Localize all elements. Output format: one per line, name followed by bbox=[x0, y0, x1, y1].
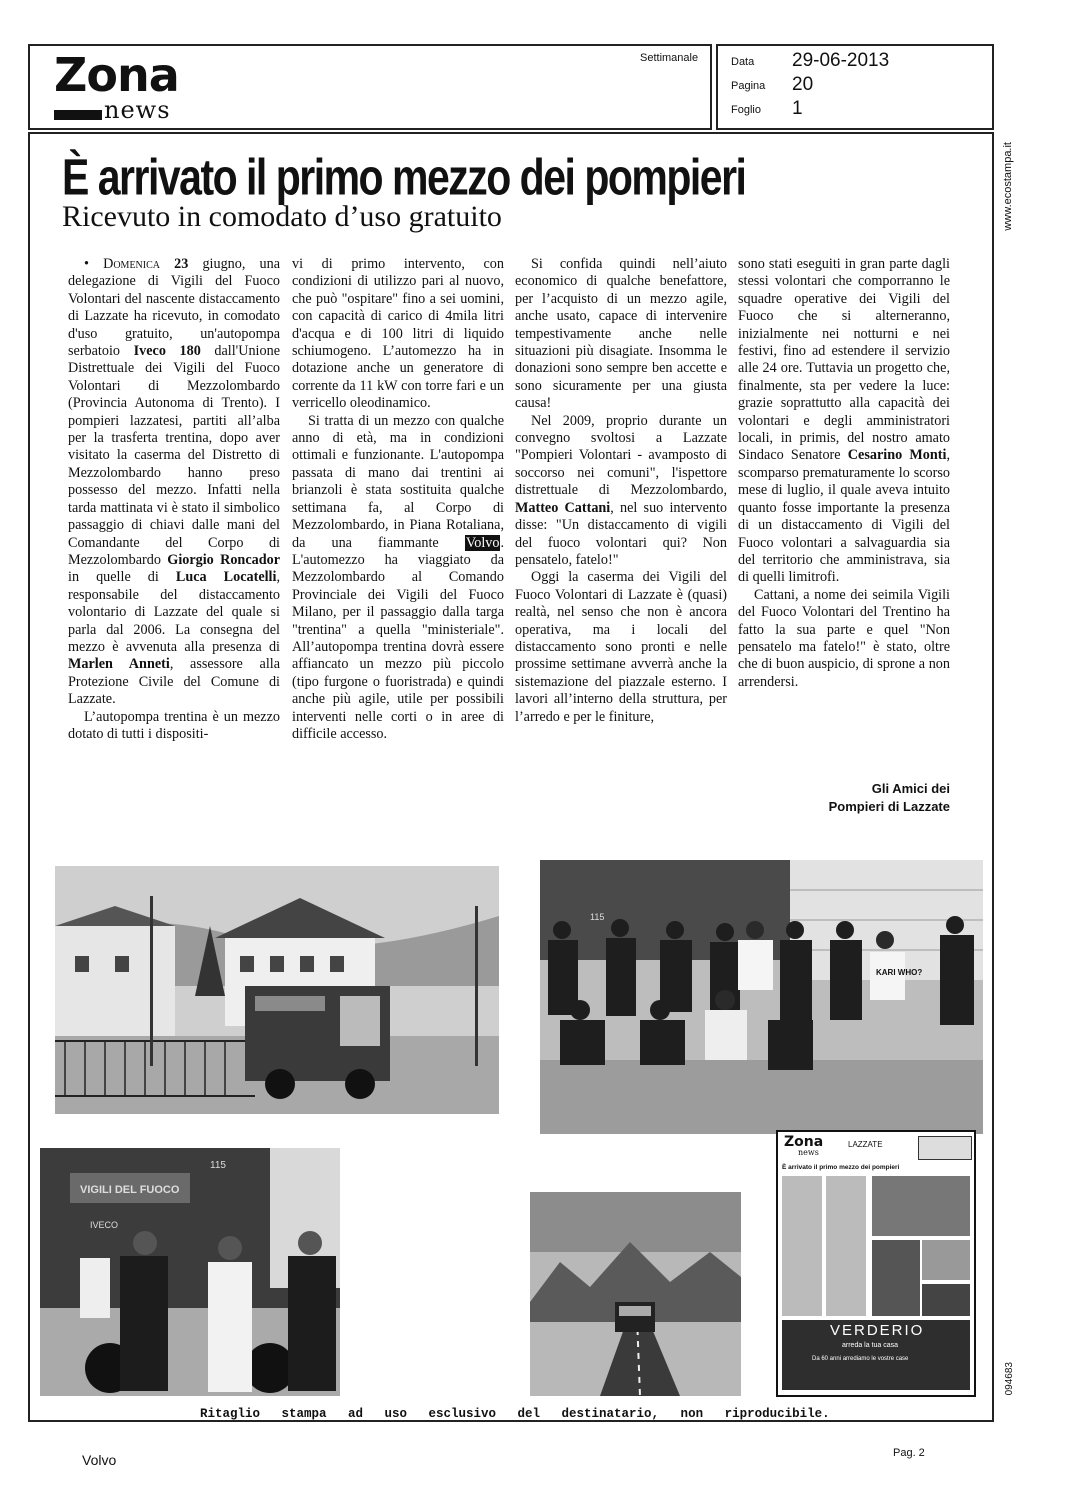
photo-truck-village bbox=[55, 866, 499, 1114]
thumb-text-lines bbox=[782, 1176, 970, 1316]
side-website: www.ecostampa.it bbox=[1002, 142, 1014, 231]
col1-text: , assessore alla Protezione Civile del Comune di Lazzate. bbox=[68, 656, 280, 708]
thumb-ad bbox=[782, 1320, 970, 1390]
lead-day-number: 23 bbox=[174, 256, 189, 272]
col2-text: . L'automezzo ha viaggiato da Mezzolombardo al Comando Provinciale dei Vigili del Fuoco Milano, per il passaggio dalla targa "trentina" a quella "ministeriale". All’autopompa trentina dovrà essere affiancato un mezzo più piccolo (tipo furgone o fuoristrada) e quindi anche più agile, utile per possibili interventi nelle corti o in aree di difficile accesso. bbox=[292, 534, 504, 742]
masthead-logo-bar bbox=[54, 110, 102, 120]
page-label: Pagina bbox=[731, 80, 766, 92]
press-clipping-disclaimer: Ritaglio stampa ad uso esclusivo del destinatario, non riproducibile. bbox=[200, 1407, 830, 1421]
person-name: Luca Locatelli bbox=[175, 569, 277, 586]
article-headline: È arrivato il primo mezzo dei pompieri bbox=[62, 148, 746, 206]
signature-line-2: Pompieri di Lazzate bbox=[828, 799, 950, 814]
col1-text: dall'Unione Distrettuale dei Vigili del Fuoco Volontari di Mezzolombardo (Provincia Autonoma di Trento). I pompieri lazzatesi, partiti all’alba per la trasferta trentina, dopo aver visitato la caserma del Distretto di Mezzolombardo hanno preso possesso del mezzo. Infatti nella tarda mattinata vi è stato il simbolico passaggio di chiavi dalle mani del Comandante del Corpo di Mezzolombardo bbox=[68, 343, 280, 568]
masthead-logo: Zona bbox=[54, 48, 179, 102]
col2-paragraph-1: vi di primo intervento, con condizioni di utilizzo pari al nuovo, che può "ospitare" fino a sei uomini, con capacità di carico di 4mila litri d'acqua e di 100 litri di liquido schiumogeno. L’automezzo ha in dotazione anche un generatore di corrente da 11 kW con torre fari e un verricello oleodinamico. bbox=[292, 256, 504, 412]
truck-brand-text: IVECO bbox=[90, 1220, 119, 1230]
shirt-text: KARI WHO? bbox=[876, 968, 923, 977]
photo-truck-road bbox=[530, 1192, 741, 1396]
signature-line-1: Gli Amici dei bbox=[871, 781, 950, 796]
person-name: Giorgio Roncador bbox=[167, 551, 280, 568]
col3-text: , nel suo intervento disse: "Un distaccamento di vigili del fuoco volontari qui? Non pensatelo, fatelo!" bbox=[515, 499, 727, 568]
truck-plate-text: 115 bbox=[210, 1160, 226, 1171]
thumb-logo-news: news bbox=[798, 1148, 819, 1157]
date-label: Data bbox=[731, 56, 755, 68]
col1-text: in quelle di bbox=[68, 569, 176, 586]
col2-text: Si tratta di un mezzo con qualche anno di età, ma in condizioni ottimali e funzionante. L'autopompa passata di mano dai trentini ai brianzoli è stata sostituita qualche settimana fa, al Corpo di Mezzolombardo, in Piana Rotaliana, da una fiammante bbox=[292, 412, 504, 551]
col1-paragraph-2: L’autopompa trentina è un mezzo dotato di tutti i dispositi- bbox=[68, 708, 280, 742]
thumb-ad-brand: VERDERIO bbox=[830, 1322, 925, 1339]
highlighted-keyword: Volvo bbox=[465, 534, 500, 551]
truck-model: Iveco 180 bbox=[133, 343, 201, 360]
article-subtitle: Ricevuto in comodato d’uso gratuito bbox=[62, 200, 502, 233]
col3-paragraph-3: Oggi la caserma dei Vigili del Fuoco Volontari di Lazzate è (quasi) realtà, nel senso che non è ancora operativa, ma i locali del distaccamento sono pronti e nelle prossime settimane avverrà anche la sistemazione del piazzale esterno. I lavori all’interno della struttura, per l’arredo e per le finiture, bbox=[515, 569, 727, 725]
article-column-2 bbox=[292, 256, 504, 743]
article-column-3 bbox=[515, 256, 727, 726]
col4-text: , scomparso prematuramente lo scorso mese di luglio, il quale aveva intuito quanto fosse importante la presenza di un distaccamento di Vigili del Fuoco volontari a salvaguardia sia del territorio che amministrava, sia di quelli limitrofi. bbox=[738, 447, 950, 586]
photo-firefighters-group bbox=[540, 860, 983, 1134]
thumb-ad-tag: arreda la tua casa bbox=[842, 1342, 899, 1349]
truck-plate-text: 115 bbox=[590, 912, 605, 922]
sheet-label: Foglio bbox=[731, 104, 761, 116]
thumb-headline: È arrivato il primo mezzo dei pompieri bbox=[782, 1164, 900, 1171]
date-value: 29-06-2013 bbox=[792, 50, 890, 71]
col3-paragraph-1: Si confida quindi nell’aiuto economico di qualche benefattore, per l’acquisto di un mezzo agile, anche usato, capace di intervenire tempestivamente anche nelle situazioni più disagiate. Insomma le donazioni sono sempre ben accette e sono sicuramente per una giusta causa! bbox=[515, 256, 727, 412]
page-value: 20 bbox=[792, 74, 814, 95]
page-thumbnail bbox=[776, 1130, 976, 1397]
masthead-logo-subtitle: news bbox=[104, 96, 171, 124]
footer-keyword: Volvo bbox=[82, 1452, 117, 1468]
col4-paragraph-2: Cattani, a nome dei seimila Vigili del Fuoco Volontari del Trentino ha fatto la sua parte e quel "Non pensatelo ma fatelo!" è stato, oltre che di buon auspicio, di sprone a non arrendersi. bbox=[738, 586, 950, 690]
thumb-town: LAZZATE bbox=[848, 1140, 883, 1149]
thumb-logo: Zona bbox=[784, 1134, 824, 1150]
person-name: Matteo Cattani bbox=[515, 499, 611, 516]
side-code: 094683 bbox=[1004, 1362, 1015, 1396]
photo-key-handover bbox=[40, 1148, 340, 1396]
col3-text: Nel 2009, proprio durante un convegno svoltosi a Lazzate "Pompieri Volontari - avamposto di soccorso nei comuni", l'ispettore distrettuale di Mezzolombardo, bbox=[515, 412, 727, 499]
person-name: Marlen Anneti bbox=[68, 656, 170, 673]
person-name: Cesarino Monti bbox=[847, 447, 947, 464]
thumb-ad-line: Da 60 anni arrediamo le vostre case bbox=[812, 1356, 909, 1362]
footer-page-number: Pag. 2 bbox=[893, 1447, 925, 1459]
article-column-1: • Domenica 23 giugno, una delegazione di Vigili del Fuoco Volontari del nascente distaccamento di Lazzate ha ricevuto, in comodato d'uso gratuito, un'autopompa serbatoio Iveco 180 dall'Unione Distrettuale dei Vigili del Fuoco Volontari di Mezzolombardo (Provincia Autonoma di Trento). I pompieri lazzatesi, partiti all’alba per la trasferta trentina, dopo aver visitato la caserma del Distretto di Mezzolombardo hanno preso possesso del mezzo. Infatti nella tarda mattinata vi è stato il simbolico passaggio di chiavi dalle mani del Comandante del Corpo di Mezzolombardo Giorgio Roncador in quelle di Luca Locatelli, responsabile del distaccamento volontario di Lazzate del quale si parla dal 2006. La consegna del mezzo è avvenuta alla presenza di Marlen Anneti, assessore alla Protezione Civile del Comune di Lazzate. L’autopompa trentina è un mezzo dotato di tutti i dispositi- bbox=[68, 256, 281, 742]
article-signature bbox=[760, 780, 950, 816]
publication-frequency: Settimanale bbox=[640, 52, 699, 64]
truck-side-text: VIGILI DEL FUOCO bbox=[80, 1184, 180, 1196]
col1-text: giugno, una delegazione di Vigili del Fuoco Volontari del nascente distaccamento di Lazzate ha ricevuto, in comodato d'uso gratuito, un'autopompa serbatoio bbox=[68, 256, 281, 360]
col1-text: , responsabile del distaccamento volontario di Lazzate del quale si parla dal 2006. La consegna del mezzo è avvenuta alla presenza di bbox=[68, 569, 280, 655]
sheet-value: 1 bbox=[792, 98, 803, 119]
lead-day: Domenica bbox=[103, 256, 161, 272]
article-column-4 bbox=[738, 256, 950, 691]
thumb-ad-box bbox=[918, 1136, 972, 1160]
col4-text: sono stati eseguiti in gran parte dagli stessi volontari che comporranno le squadre operative dei Vigili del Fuoco che si alterneranno, inizialmente nei notturni e nei festivi, fino ad estendere il servizio alle 24 ore. Tuttavia un progetto che, finalmente, sta per vedere la luce: grazie soprattutto alla capacità dei volontari e degli amministratori locali, in primis, del nostro amato Sindaco Senatore bbox=[738, 256, 950, 464]
